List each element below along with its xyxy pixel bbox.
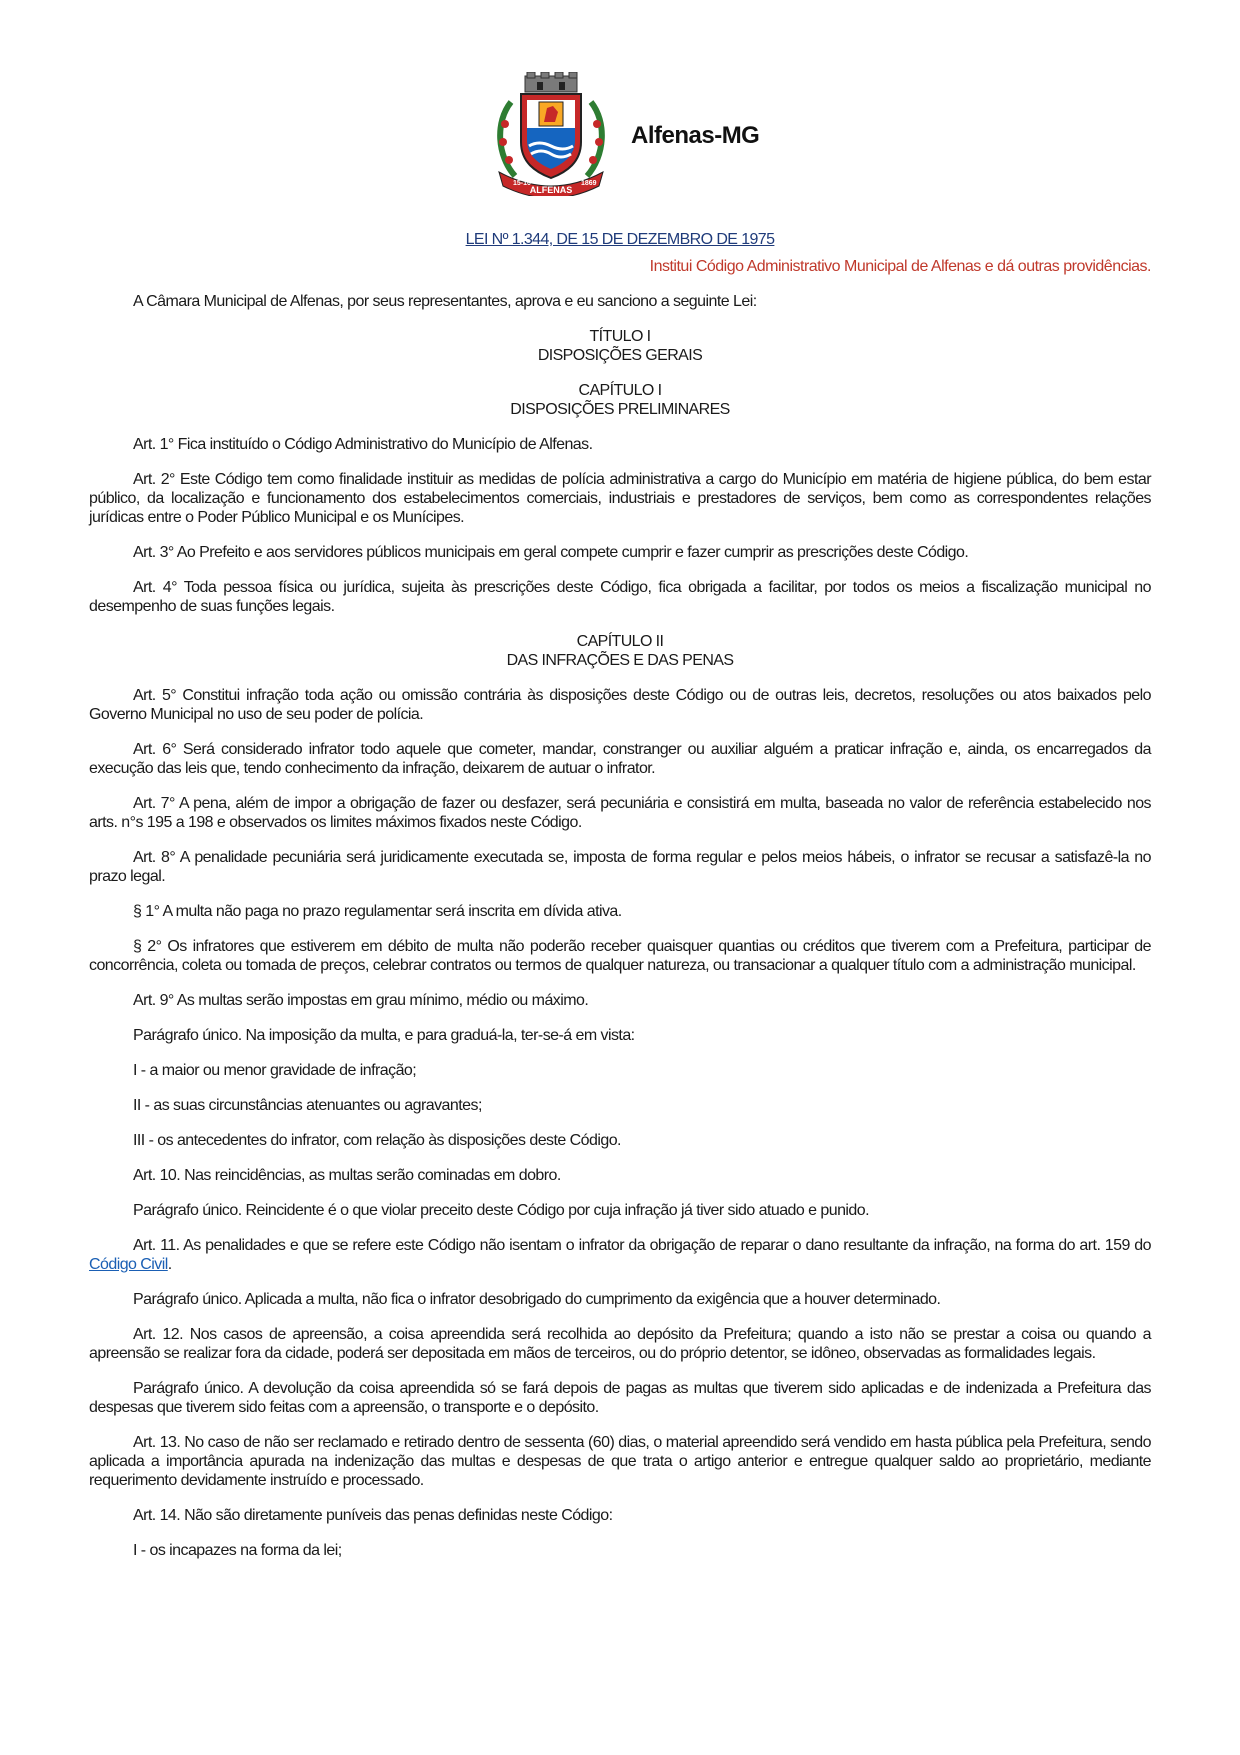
law-summary: Institui Código Administrativo Municipal de Alfenas e dá outras providências. — [649, 258, 1151, 275]
article-paragraph: II - as suas circunstâncias atenuantes ou agravantes; — [133, 1097, 482, 1114]
article-paragraph: III - os antecedentes do infrator, com relação às disposições deste Código. — [133, 1132, 621, 1149]
article-paragraph: § 1° A multa não paga no prazo regulamentar será inscrita em dívida ativa. — [133, 903, 622, 920]
codigo-civil-link[interactable]: Código Civil — [89, 1256, 168, 1273]
capitulo-1-number: CAPÍTULO I — [578, 382, 662, 399]
titulo-heading — [89, 327, 1151, 365]
article-paragraph: Art. 13. No caso de não ser reclamado e retirado dentro de sessenta (60) dias, o material apreendido será vendido em hasta pública pela Prefeitura, sendo aplicada a importância apurada na indenização das multas e despesas de que trata o artigo anterior e entregue qualquer saldo ao proprietário, mediante requerimento devidamente instruído e processado. — [89, 1434, 1151, 1489]
article-paragraph: Art. 1° Fica instituído o Código Administrativo do Município de Alfenas. — [133, 436, 593, 453]
article-paragraph: Art. 8° A penalidade pecuniária será juridicamente executada se, imposta de forma regular e pelos meios hábeis, o infrator se recusar a satisfazê-la no prazo legal. — [89, 849, 1151, 885]
city-coat-of-arms-icon — [489, 72, 613, 196]
capitulo-2-name: DAS INFRAÇÕES E DAS PENAS — [506, 652, 734, 669]
article-paragraph: Parágrafo único. A devolução da coisa apreendida só se fará depois de pagas as multas que tiverem sido aplicadas e de indenizada a Prefeitura das despesas que tiverem sido feitas com a apreensão, o transporte e o depósito. — [89, 1380, 1151, 1416]
article-paragraph: Art. 12. Nos casos de apreensão, a coisa apreendida será recolhida ao depósito da Prefeitura; quando a isto não se prestar a coisa ou quando a apreensão se realizar fora da cidade, poderá ser depositada em mãos de terceiros, ou do próprio detentor, se idôneo, observadas as formalidades legais. — [89, 1326, 1151, 1362]
article-11-paragraph — [89, 1236, 1151, 1274]
crest-ribbon-right: 1869 — [581, 180, 597, 187]
preamble: A Câmara Municipal de Alfenas, por seus representantes, aprova e eu sanciono a seguinte Lei: — [133, 293, 757, 310]
capitulo-1-name: DISPOSIÇÕES PRELIMINARES — [510, 401, 730, 418]
document-header — [89, 0, 1151, 210]
article-paragraph: Art. 6° Será considerado infrator todo aquele que cometer, mandar, constranger ou auxiliar alguém a praticar infração e, ainda, os encarregados da execução das leis que, tendo conhecimento da infração, deixarem de autuar o infrator. — [89, 741, 1151, 777]
crest-ribbon-left: 15-10 — [513, 180, 531, 187]
section-a — [89, 435, 1151, 616]
article-paragraph: Art. 4° Toda pessoa física ou jurídica, sujeita às prescrições deste Código, fica obrigada a facilitar, por todos os meios a fiscalização municipal no desempenho de suas funções legais. — [89, 579, 1151, 615]
law-title-link[interactable]: LEI Nº 1.344, DE 15 DE DEZEMBRO DE 1975 — [465, 231, 775, 248]
city-name: Alfenas-MG — [631, 122, 760, 149]
titulo-name: DISPOSIÇÕES GERAIS — [537, 347, 703, 364]
article-paragraph: Parágrafo único. Na imposição da multa, e para graduá-la, ter-se-á em vista: — [133, 1027, 635, 1044]
article-paragraph: Art. 5° Constitui infração toda ação ou omissão contrária às disposições deste Código ou de outras leis, decretos, resoluções ou atos baixados pelo Governo Municipal no uso de seu poder de polícia. — [89, 687, 1151, 723]
capitulo-2-heading — [89, 632, 1151, 670]
article-paragraph: Parágrafo único. Aplicada a multa, não fica o infrator desobrigado do cumprimento da exigência que a houver determinado. — [133, 1291, 941, 1308]
section-b — [89, 686, 1151, 1220]
law-title-line — [89, 230, 1151, 249]
titulo-number: TÍTULO I — [589, 328, 651, 345]
capitulo-1-heading — [89, 381, 1151, 419]
crest-ribbon-center: ALFENAS — [529, 185, 573, 195]
article-paragraph: Art. 2° Este Código tem como finalidade instituir as medidas de polícia administrativa a cargo do Município em matéria de higiene pública, do bem estar público, da localização e funcionamento dos estabelecimentos comerciais, industriais e prestadores de serviços, bem como as correspondentes relações jurídicas entre o Poder Público Municipal e os Munícipes. — [89, 471, 1151, 526]
article-paragraph: Art. 14. Não são diretamente puníveis das penas definidas neste Código: — [133, 1507, 613, 1524]
article-paragraph: I - os incapazes na forma da lei; — [133, 1542, 342, 1559]
capitulo-2-number: CAPÍTULO II — [576, 633, 664, 650]
article-paragraph: § 2° Os infratores que estiverem em débito de multa não poderão receber quaisquer quantias ou créditos que tiverem com a Prefeitura, participar de concorrência, coleta ou tomada de preços, celebrar contratos ou termos de qualquer natureza, ou transacionar a qualquer título com a administração municipal. — [89, 938, 1151, 974]
section-c — [89, 1290, 1151, 1560]
article-paragraph: Art. 9° As multas serão impostas em grau mínimo, médio ou máximo. — [133, 992, 589, 1009]
article-paragraph: Art. 3° Ao Prefeito e aos servidores públicos municipais em geral compete cumprir e fazer cumprir as prescrições deste Código. — [133, 544, 969, 561]
article-paragraph: Art. 10. Nas reincidências, as multas serão cominadas em dobro. — [133, 1167, 561, 1184]
article-paragraph: Art. 7° A pena, além de impor a obrigação de fazer ou desfazer, será pecuniária e consistirá em multa, baseada no valor de referência estabelecido nos arts. n°s 195 a 198 e observados os limites máximos fixados neste Código. — [89, 795, 1151, 831]
article-paragraph: Parágrafo único. Reincidente é o que violar preceito deste Código por cuja infração já tiver sido atuado e punido. — [133, 1202, 870, 1219]
article-paragraph: I - a maior ou menor gravidade de infração; — [133, 1062, 417, 1079]
article-11-end: . — [167, 1256, 172, 1273]
article-11-text: Art. 11. As penalidades e que se refere este Código não isentam o infrator da obrigação de reparar o dano resultante da infração, na forma do art. 159 do — [133, 1237, 1151, 1254]
